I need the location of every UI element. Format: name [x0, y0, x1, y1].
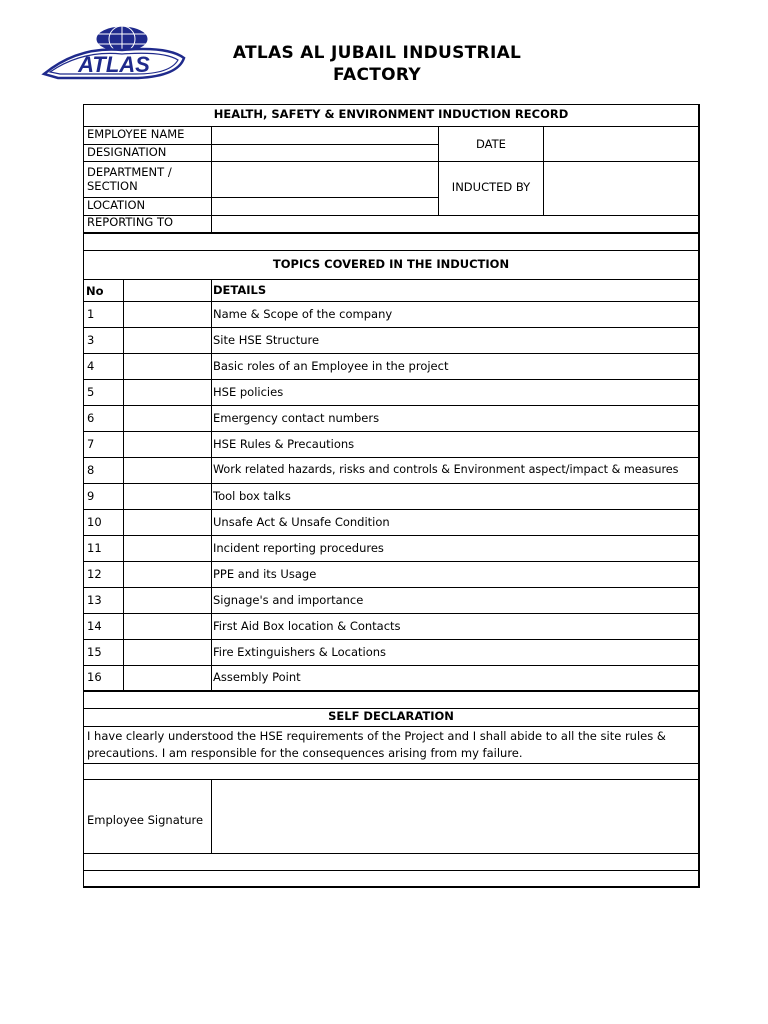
- employee-name-label: EMPLOYEE NAME: [87, 127, 185, 141]
- topic-row-detail: Signage's and importance: [213, 593, 364, 607]
- topic-row-detail: HSE policies: [213, 385, 284, 399]
- topic-row-no: 5: [87, 385, 95, 399]
- reporting-to-field[interactable]: [212, 216, 698, 232]
- location-label: LOCATION: [87, 198, 146, 212]
- topic-row-detail: Basic roles of an Employee in the project: [213, 359, 449, 373]
- department-field[interactable]: [212, 162, 438, 197]
- designation-field[interactable]: [212, 145, 438, 161]
- declaration-text-line2: precautions. I am responsible for the consequences arising from my failure.: [87, 746, 523, 760]
- topic-row-detail: Work related hazards, risks and controls & Environment aspect/impact & measures: [213, 463, 679, 476]
- topic-row-detail: Emergency contact numbers: [213, 411, 380, 425]
- department-label-line1: DEPARTMENT /: [87, 165, 172, 179]
- location-field[interactable]: [212, 198, 438, 215]
- topic-row-no: 16: [87, 670, 102, 684]
- topic-row-detail: Tool box talks: [213, 489, 291, 503]
- topic-row-no: 12: [87, 567, 102, 581]
- date-field[interactable]: [544, 127, 698, 161]
- company-title: [222, 42, 532, 86]
- topic-row-no: 9: [87, 489, 95, 503]
- topic-row-no: 7: [87, 437, 95, 451]
- topic-check-column[interactable]: [124, 302, 211, 690]
- designation-label: DESIGNATION: [87, 145, 167, 159]
- form-title: HEALTH, SAFETY & ENVIRONMENT INDUCTION RECORD: [213, 107, 569, 121]
- atlas-logo-graphic: [38, 24, 186, 80]
- reporting-to-label: REPORTING TO: [87, 215, 174, 229]
- employee-signature-label: Employee Signature: [87, 813, 204, 827]
- topic-row-detail: PPE and its Usage: [213, 567, 317, 581]
- employee-signature-field[interactable]: [212, 780, 698, 853]
- column-header-no: No: [86, 284, 104, 298]
- topic-row-detail: Fire Extinguishers & Locations: [213, 645, 387, 659]
- topic-row-no: 13: [87, 593, 102, 607]
- topic-row-detail: Unsafe Act & Unsafe Condition: [213, 515, 390, 529]
- topic-row-detail: HSE Rules & Precautions: [213, 437, 355, 451]
- topic-row-no: 4: [87, 359, 95, 373]
- inducted-by-label: INDUCTED BY: [451, 180, 531, 194]
- topic-row-no: 10: [87, 515, 102, 529]
- topic-row-detail: Name & Scope of the company: [213, 307, 393, 321]
- logo-wordmark: ATLAS: [78, 52, 150, 77]
- topic-row-detail: Site HSE Structure: [213, 333, 320, 347]
- declaration-text-line1: I have clearly understood the HSE requirements of the Project and I shall abide to all the site rules &: [87, 729, 666, 743]
- department-label-line2: SECTION: [87, 179, 138, 193]
- topics-heading: TOPICS COVERED IN THE INDUCTION: [272, 257, 510, 271]
- company-logo: [38, 24, 186, 80]
- topic-row-detail: Assembly Point: [213, 670, 301, 684]
- topic-row-no: 6: [87, 411, 95, 425]
- inducted-by-field[interactable]: [544, 162, 698, 215]
- company-title-line2: FACTORY: [333, 65, 421, 85]
- self-declaration-heading: SELF DECLARATION: [328, 709, 454, 723]
- topic-row-no: 3: [87, 333, 95, 347]
- topic-row-no: 14: [87, 619, 102, 633]
- employee-name-field[interactable]: [212, 127, 438, 144]
- topic-row-detail: First Aid Box location & Contacts: [213, 619, 401, 633]
- topic-row-no: 1: [87, 307, 95, 321]
- topic-row-no: 15: [87, 645, 102, 659]
- topic-row-no: 11: [87, 541, 102, 555]
- column-header-details: DETAILS: [213, 283, 267, 297]
- date-label: DATE: [476, 137, 506, 151]
- company-title-line1: ATLAS AL JUBAIL INDUSTRIAL: [232, 43, 522, 63]
- topic-row-detail: Incident reporting procedures: [213, 541, 384, 555]
- topic-row-no: 8: [87, 463, 95, 477]
